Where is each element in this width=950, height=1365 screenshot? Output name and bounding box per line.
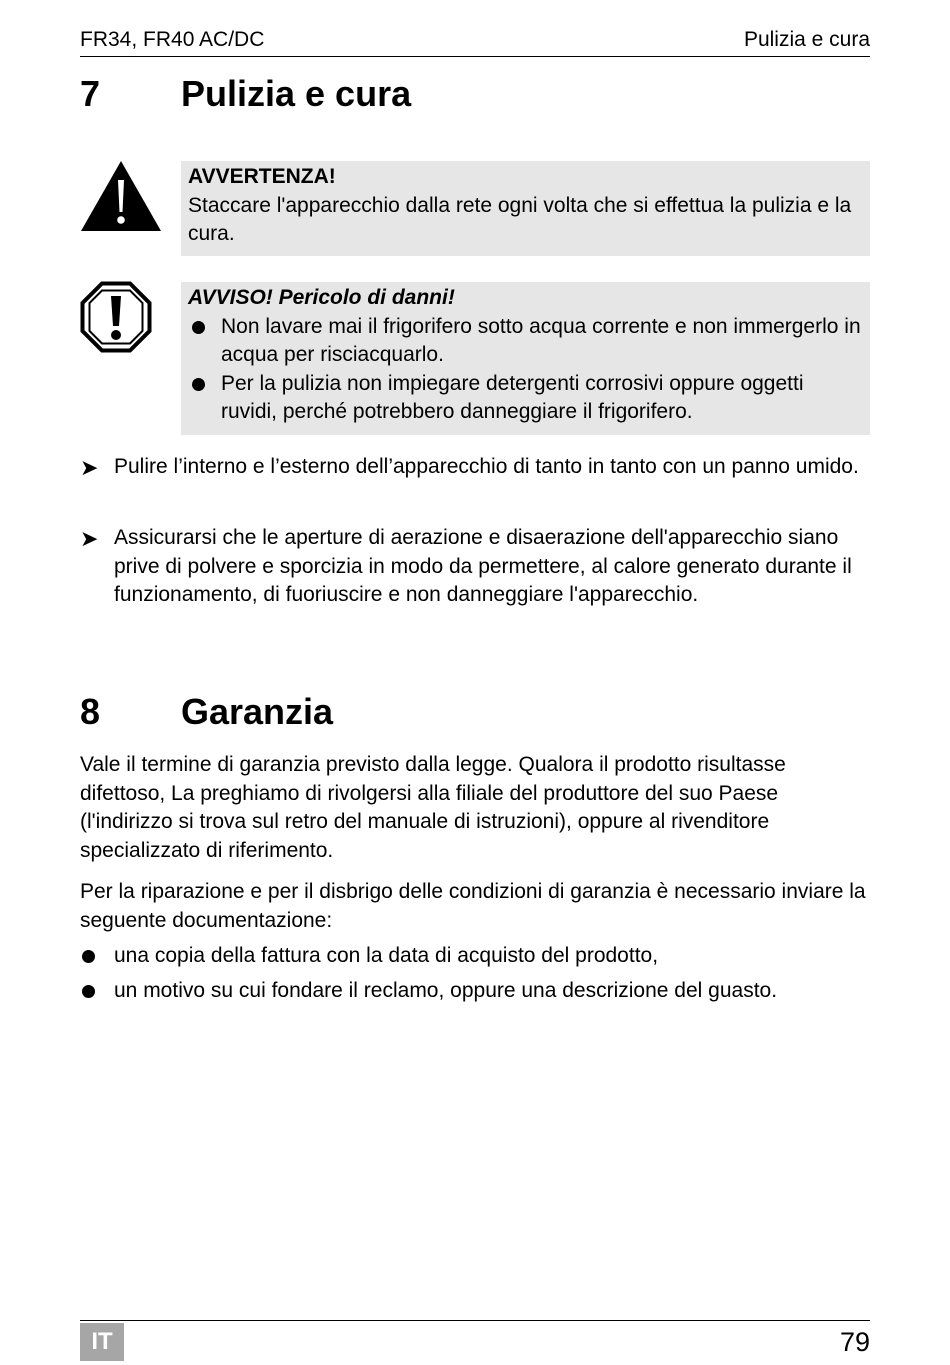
arrow-right-icon: ➤ (80, 455, 99, 480)
instruction-step-text: Pulire l’interno e l’esterno dell’apparecchio di tanto in tanto con un panno umido. (114, 455, 859, 478)
list-item (80, 942, 870, 971)
warranty-paragraph: Vale il termine di garanzia previsto dalla legge. Qualora il prodotto risultasse difettoso, La preghiamo di rivolgersi alla filiale del produttore del suo Paese (l'indirizzo si trova sul retro del manuale di istruzioni), oppure al rivenditore specializzato di riferimento. (80, 753, 786, 862)
list-item (80, 977, 870, 1006)
notice-item-text: Non lavare mai il frigorifero sotto acqua corrente e non immergerlo in acqua per risciacquarlo. (221, 314, 861, 366)
warning-box (181, 161, 870, 256)
instruction-step-text: Assicurarsi che le aperture di aerazione e disaerazione dell'apparecchio siano prive di polvere e sporcizia in modo da permettere, al calore generato durante il funzionamento, di fuoriuscire e non danneggiare l'apparecchio. (114, 526, 852, 606)
list-item-text: una copia della fattura con la data di acquisto del prodotto, (114, 944, 659, 967)
language-badge: IT (80, 1323, 124, 1361)
section-8-title: Garanzia (181, 691, 334, 732)
arrow-right-icon: ➤ (80, 526, 99, 551)
page-header (80, 26, 870, 57)
list-item-text: un motivo su cui fondare il reclamo, oppure una descrizione del guasto. (114, 978, 778, 1002)
bullet-icon (192, 321, 205, 334)
documentation-list (80, 942, 870, 1011)
instruction-step (80, 524, 870, 610)
section-8-number: 8 (80, 691, 101, 732)
notice-octagon-icon (80, 281, 152, 353)
bullet-icon (82, 985, 95, 998)
notice-heading: AVVISO! Pericolo di danni! (188, 286, 455, 309)
bullet-icon (192, 378, 205, 391)
notice-item (188, 370, 862, 427)
bullet-icon (82, 950, 95, 963)
notice-list (188, 313, 862, 427)
page-footer (80, 1320, 870, 1361)
warranty-paragraph: Per la riparazione e per il disbrigo delle condizioni di garanzia è necessario inviare la seguente documentazione: (80, 880, 866, 932)
notice-item-text: Per la pulizia non impiegare detergenti corrosivi oppure oggetti ruvidi, perché potrebbero danneggiare il frigorifero. (221, 371, 804, 423)
warning-text: Staccare l'apparecchio dalla rete ogni volta che si effettua la pulizia e la cura. (188, 193, 852, 245)
page-number: 79 (839, 1327, 870, 1357)
section-7-title: Pulizia e cura (181, 73, 412, 114)
notice-item (188, 313, 862, 370)
notice-box (181, 282, 870, 435)
warning-heading: AVVERTENZA! (188, 165, 336, 188)
section-7-number: 7 (80, 73, 101, 114)
warning-triangle-icon (80, 160, 162, 232)
header-model: FR34, FR40 AC/DC (80, 28, 265, 51)
instruction-step (80, 453, 870, 482)
header-section: Pulizia e cura (743, 28, 870, 51)
